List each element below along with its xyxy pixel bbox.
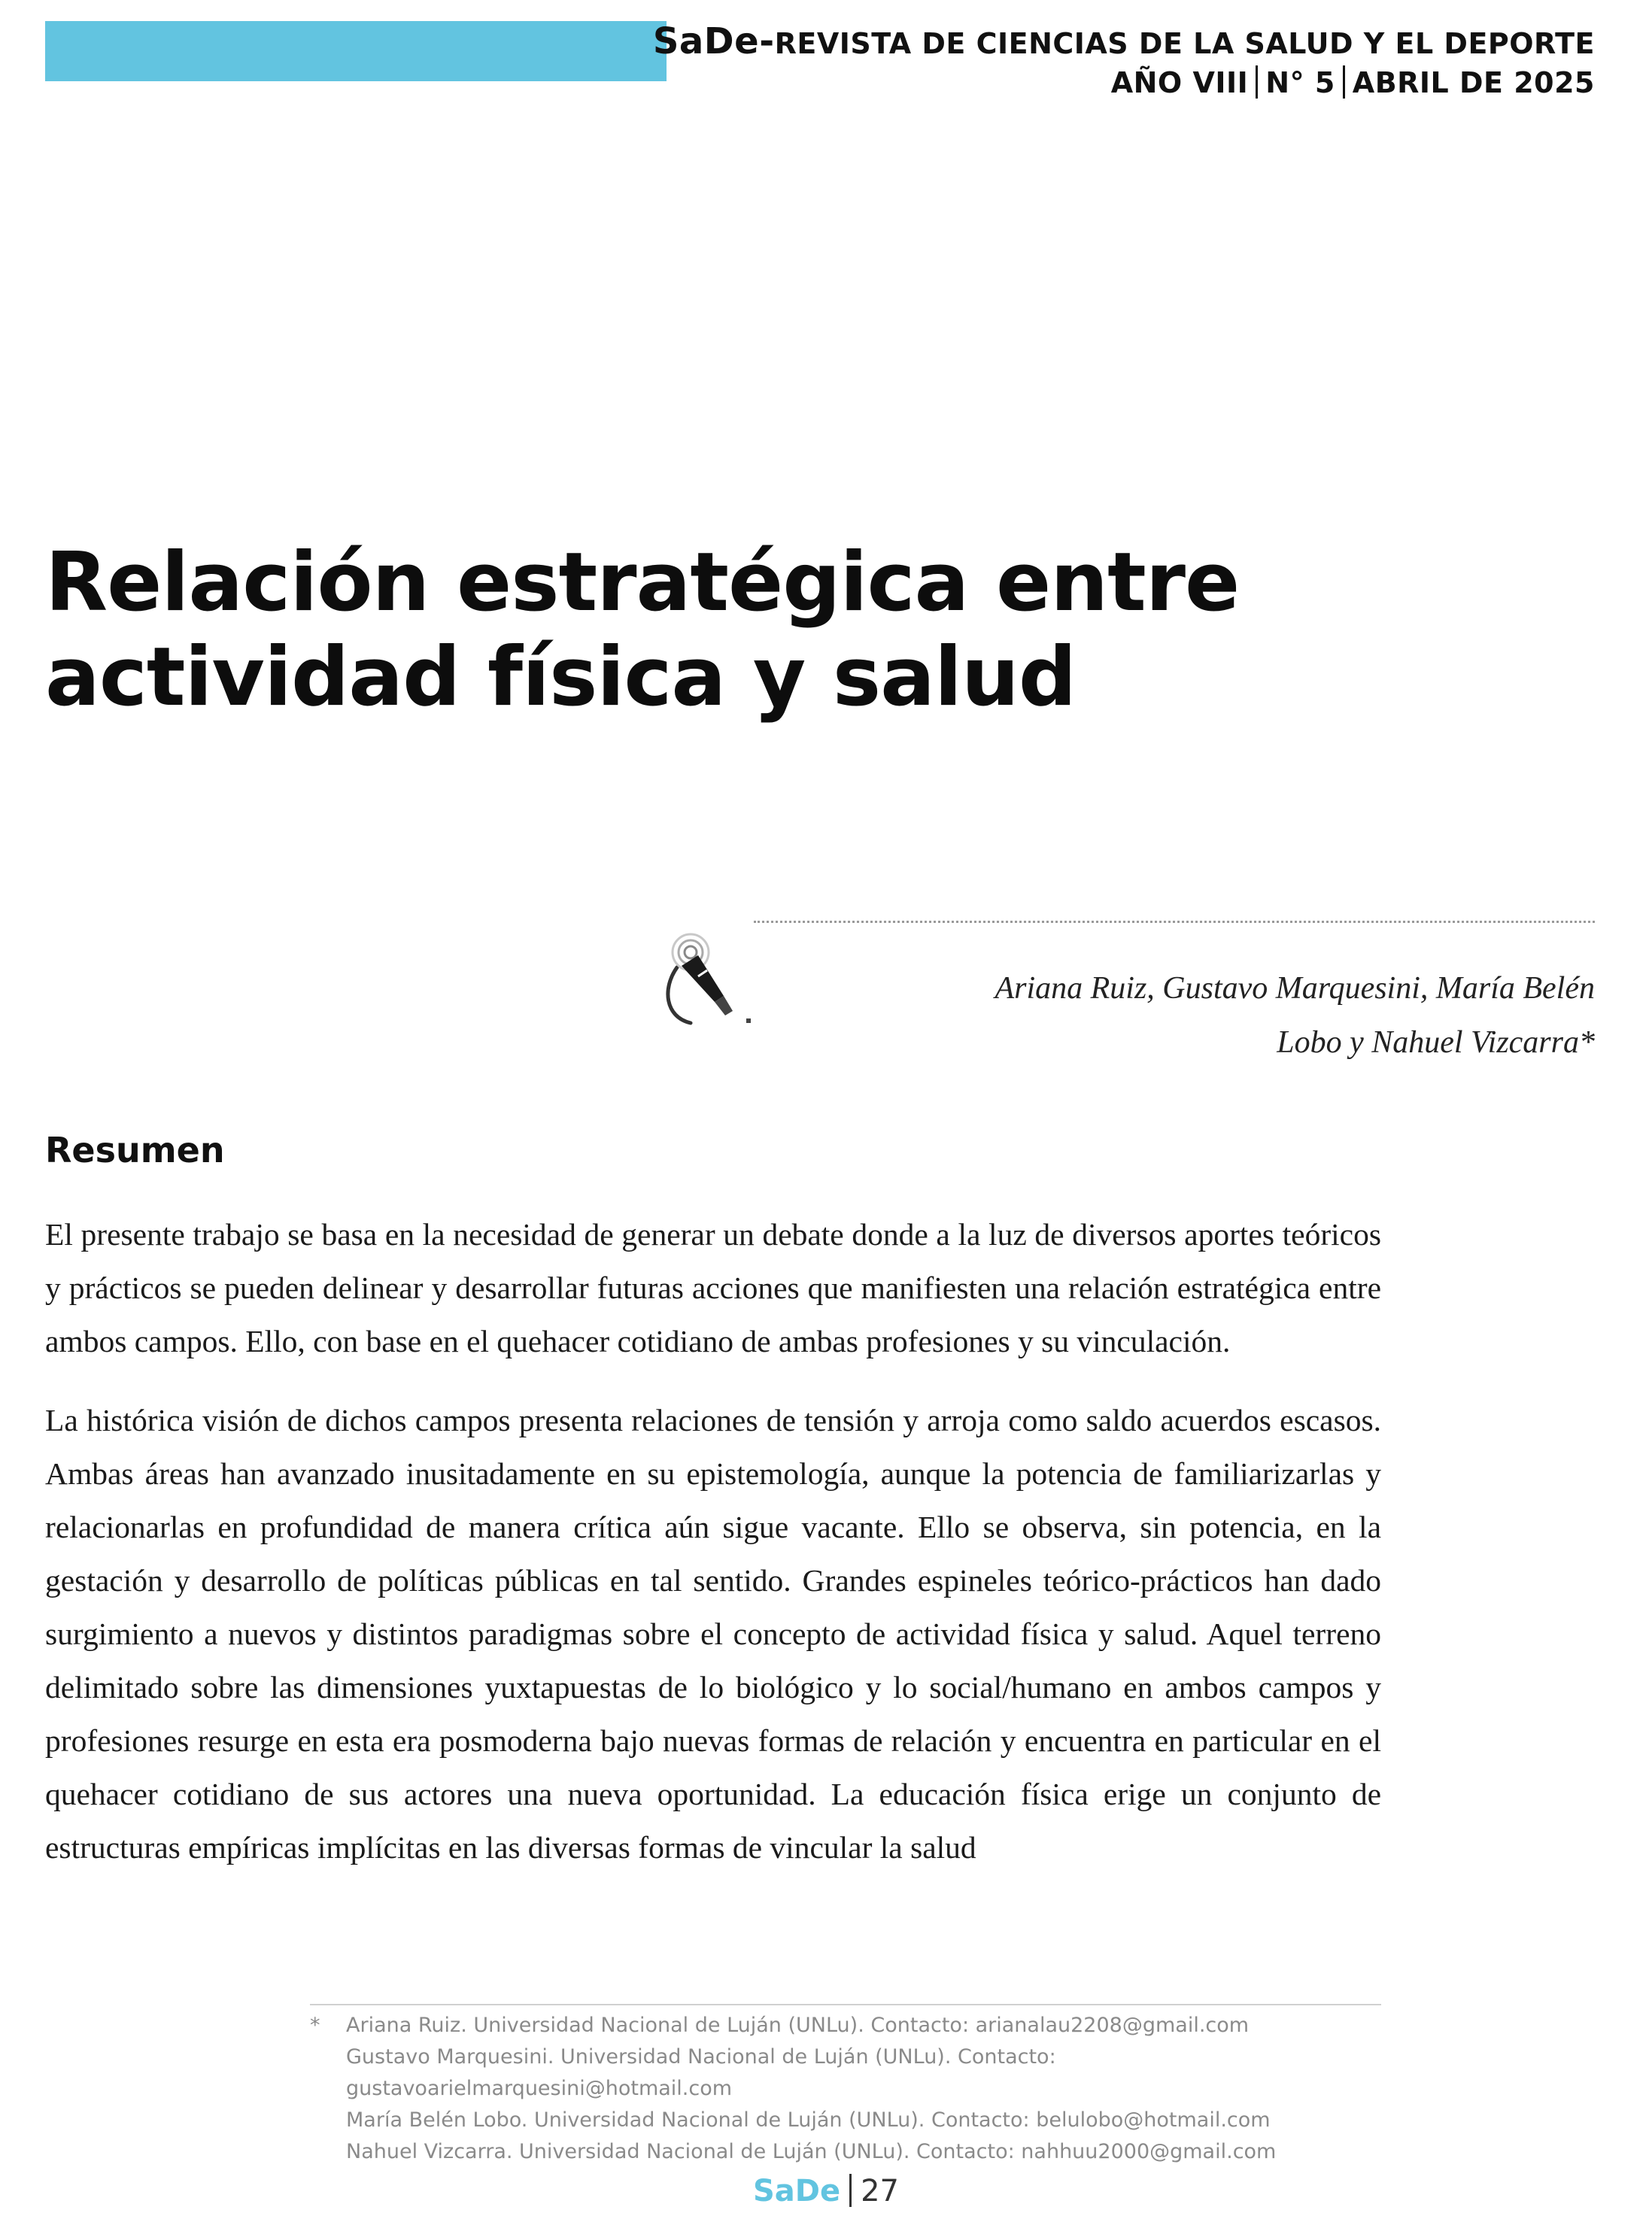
footnote-entries xyxy=(346,2010,1408,2168)
footer-brand: SaDe xyxy=(752,2174,841,2208)
abstract-body xyxy=(45,1208,1381,1900)
footnote-entry: Gustavo Marquesini. Universidad Nacional de Luján (UNLu). Contacto: gustavoarielmarquesini@hotmail.com xyxy=(346,2045,1056,2100)
abstract-paragraph-2: La histórica visión de dichos campos presenta relaciones de tensión y arroja como saldo acuerdos escasos. Ambas áreas han avanzado inusitadamente en su epistemología, aunque la potencia de familiarizarlas y relacionarlas en profundidad de manera crítica aún sigue vacante. Ello se observa, sin potencia, en la gestación y desarrollo de políticas públicas en tal sentido. Grandes espineles teórico-prácticos han dado surgimiento a nuevos y distintos paradigmas sobre el concepto de actividad física y salud. Aquel terreno delimitado sobre las dimensiones yuxtapuestas de lo biológico y lo social/humano en ambos campos y profesiones resurge en esta era posmoderna bajo nuevas formas de relación y encuentra en particular en el quehacer cotidiano de sus actores una nueva oportunidad. La educación física erige un conjunto de estructuras empíricas implícitas en las diversas formas de vincular la salud xyxy=(45,1403,1381,1865)
journal-name: REVISTA DE CIENCIAS DE LA SALUD Y EL DEPORTE xyxy=(774,27,1595,60)
article-title xyxy=(45,536,1399,725)
header-accent-bar xyxy=(45,21,667,81)
footnote-rule xyxy=(310,2004,1381,2005)
article-title-line-1: Relación estratégica entre xyxy=(45,536,1240,630)
divider xyxy=(849,2174,852,2207)
footnote-entry: María Belén Lobo. Universidad Nacional de Luján (UNLu). Contacto: belulobo@hotmail.com xyxy=(346,2108,1271,2132)
abstract-heading: Resumen xyxy=(45,1130,225,1170)
journal-issue-line xyxy=(653,64,1595,102)
article-title-line-2: actividad física y salud xyxy=(45,630,1077,724)
journal-header xyxy=(653,21,1595,102)
journal-issue: N° 5 xyxy=(1265,66,1335,99)
footnotes xyxy=(310,2010,1408,2168)
journal-brand: SaDe- xyxy=(652,20,775,62)
abstract-paragraph-1: El presente trabajo se basa en la necesidad de generar un debate donde a la luz de diversos aportes teóricos y prácticos se pueden delinear y desarrollar futuras acciones que manifiesten una relación estratégica entre ambos campos. Ello, con base en el quehacer cotidiano de ambas profesiones y su vinculación. xyxy=(45,1217,1381,1358)
footnote-marker: * xyxy=(310,2014,320,2037)
authors-line-1: Ariana Ruiz, Gustavo Marquesini, María Belén xyxy=(995,971,1595,1006)
divider xyxy=(1343,65,1345,99)
divider xyxy=(1256,65,1258,99)
page-number: 27 xyxy=(861,2174,900,2208)
fountain-pen-nib-icon xyxy=(651,924,764,1029)
journal-date: ABRIL DE 2025 xyxy=(1352,66,1595,99)
authors-line-2: Lobo y Nahuel Vizcarra* xyxy=(1277,1025,1595,1060)
journal-title-line xyxy=(653,21,1595,64)
page-footer xyxy=(0,2174,1652,2208)
author-dotted-rule xyxy=(754,921,1595,923)
journal-year: AÑO VIII xyxy=(1110,66,1249,99)
footnote-entry: Ariana Ruiz. Universidad Nacional de Luján (UNLu). Contacto: arianalau2208@gmail.com xyxy=(346,2014,1250,2037)
author-list xyxy=(843,961,1595,1070)
footnote-entry: Nahuel Vizcarra. Universidad Nacional de Luján (UNLu). Contacto: nahhuu2000@gmail.com xyxy=(346,2140,1277,2163)
